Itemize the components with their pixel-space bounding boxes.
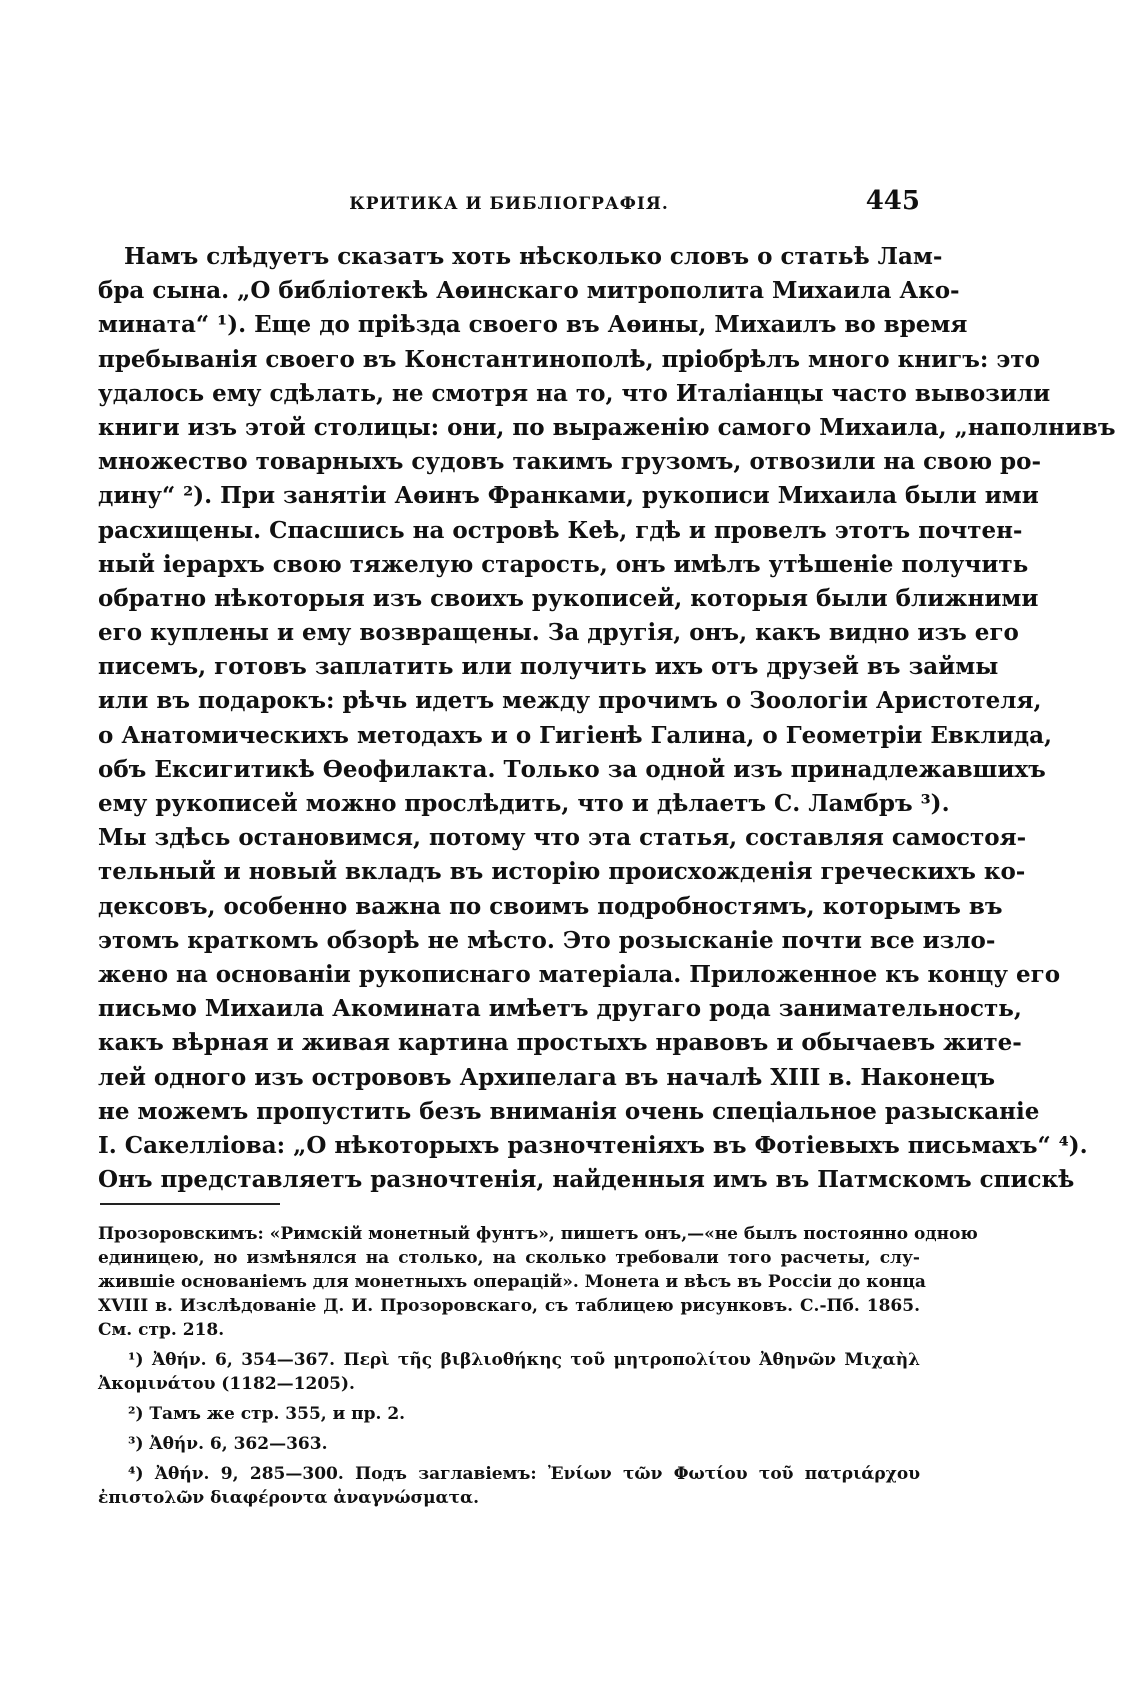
footnote-line: XVIII в. Изслѣдованіе Д. И. Прозоровскаго, съ таблицею рисунковъ. С.-Пб. 1865. [98,1296,920,1316]
footnote-line: См. стр. 218. [98,1320,225,1340]
text-line: дексовъ, особенно важна по своимъ подробностямъ, которымъ въ [98,892,1003,920]
main-text [98,240,1116,1197]
text-line: бра сына. „О библіотекѣ Аѳинскаго митрополита Михаила Ако- [98,277,960,305]
text-line: объ Ексигитикѣ Ѳеофилакта. Только за одной изъ принадлежавшихъ [98,755,1046,783]
text-line: жено на основаніи рукописнаго матеріала. Приложенное къ концу его [98,960,1061,988]
page-number: 445 [865,186,920,216]
text-line: ный іерархъ свою тяжелую старость, онъ имѣлъ утѣшеніе получить [98,550,1029,578]
text-line: Намъ слѣдуетъ сказатъ хоть нѣсколько словъ о статьѣ Лам- [124,243,943,270]
text-line: этомъ краткомъ обзорѣ не мѣсто. Это розысканіе почти все изло- [98,926,996,954]
footnote-3: ³) Ἀθήν. 6, 362—363. [128,1434,328,1454]
text-line: его куплены и ему возвращены. За другія, онъ, какъ видно изъ его [98,619,1019,647]
text-line: мината“ ¹). Еще до пріѣзда своего въ Аѳины, Михаилъ во время [98,311,968,339]
text-line: расхищены. Спасшись на островѣ Кеѣ, гдѣ и провелъ этотъ почтен- [98,516,1023,544]
running-title: КРИТИКА И БИБЛІОГРАФІЯ. [349,194,669,214]
text-line: не можемъ пропустить безъ вниманія очень спеціальное разысканіе [98,1097,1040,1125]
footnote-1 [98,1348,920,1396]
footnotes [98,1222,978,1510]
text-line: І. Сакелліова: „О нѣкоторыхъ разночтеніяхъ въ Фотіевыхъ письмахъ“ ⁴). [98,1131,1088,1159]
footnote-line: ⁴) Ἀθήν. 9, 285—300. Подъ заглавіемъ: Ἐνίων τῶν Φωτίου τοῦ πατριάρχου [128,1464,920,1484]
text-line: пребыванія своего въ Константинополѣ, пріобрѣлъ много книгъ: это [98,345,1040,373]
text-line: книги изъ этой столицы: они, по выраженію самого Михаила, „наполнивъ [98,413,1116,441]
text-line: тельный и новый вкладъ въ исторію происхожденія греческихъ ко- [98,858,1026,886]
page-header [98,186,920,220]
text-line: дину“ ²). При занятіи Аѳинъ Франками, рукописи Михаила были ими [98,482,1039,510]
footnote-line: жившіе основаніемъ для монетныхъ операцій». Монета и вѣсъ въ Россіи до конца [98,1272,926,1292]
text-line: Мы здѣсь остановимся, потому что эта статья, составляя самостоя- [98,824,1027,852]
text-line: множество товарныхъ судовъ такимъ грузомъ, отвозили на свою ро- [98,448,1042,476]
footnote-line: ¹) Ἀθήν. 6, 354—367. Περὶ τῆς βιβλιοθήκης τοῦ μητροπολίτου Ἀθηνῶν Μιχαὴλ [128,1350,920,1370]
text-line: или въ подарокъ: рѣчь идетъ между прочимъ о Зоологіи Аристотеля, [98,687,1042,715]
footnote-line: единицею, но измѣнялся на столько, на сколько требовали того расчеты, слу- [98,1248,920,1268]
footnote-separator [100,1203,280,1205]
text-line: обратно нѣкоторыя изъ своихъ рукописей, которыя были ближними [98,584,1039,612]
text-line: писемъ, готовъ заплатить или получить ихъ отъ друзей въ займы [98,653,999,681]
footnote-line: Ἀκομινάτου (1182—1205). [98,1374,355,1394]
text-line: какъ вѣрная и живая картина простыхъ нравовъ и обычаевъ жите- [98,1029,1022,1057]
text-line: о Анатомическихъ методахъ и о Гигіенѣ Галина, о Геометріи Евклида, [98,721,1052,749]
text-line: удалось ему сдѣлать, не смотря на то, что Италіанцы часто вывозили [98,379,1051,407]
footnote-2: ²) Тамъ же стр. 355, и пр. 2. [128,1404,406,1424]
text-line: лей одного изъ острововъ Архипелага въ началѣ XIII в. Наконецъ [98,1063,996,1091]
text-line: ему рукописей можно прослѣдить, что и дѣлаетъ С. Ламбръ ³). [98,790,950,817]
footnote-line: Прозоровскимъ: «Римскій монетный фунтъ», пишетъ онъ,—«не былъ постоянно одною [98,1224,978,1244]
footnote-continuation [98,1222,978,1342]
footnote-4 [98,1462,920,1510]
text-line: письмо Михаила Акомината имѣетъ другаго рода занимательность, [98,995,1022,1023]
footnote-line: ἐπιστολῶν διαφέροντα ἀναγνώσματα. [98,1488,480,1508]
text-line: Онъ представляетъ разночтенія, найденныя имъ въ Патмскомъ спискѣ [98,1166,1075,1194]
